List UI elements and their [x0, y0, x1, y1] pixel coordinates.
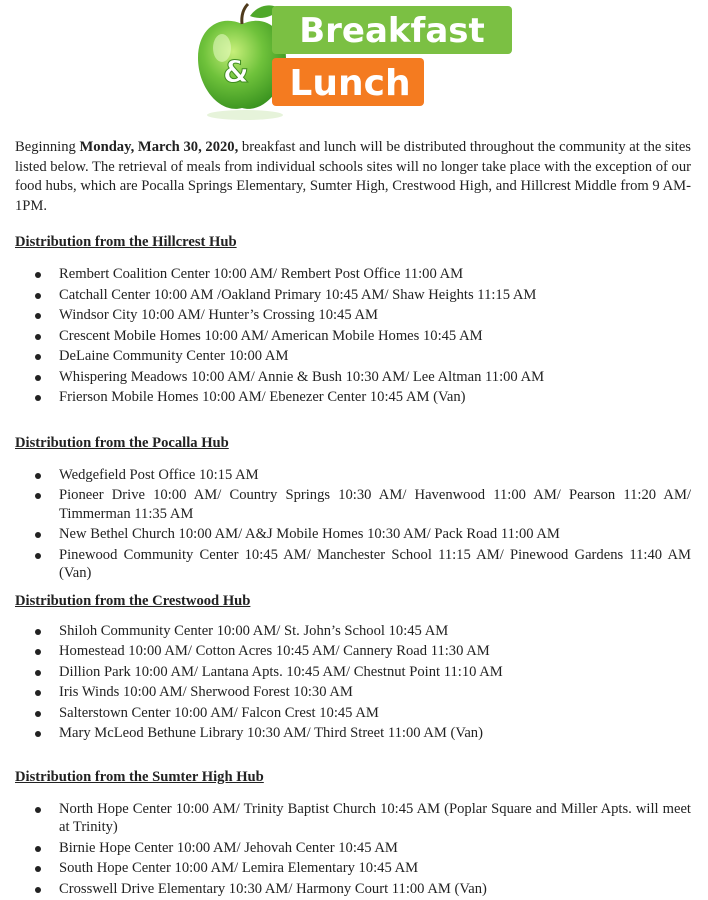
- list-item: Dillion Park 10:00 AM/ Lantana Apts. 10:45 AM/ Chestnut Point 11:10 AM: [59, 663, 691, 682]
- logo-word-breakfast: Breakfast: [299, 11, 485, 51]
- list-item: Shiloh Community Center 10:00 AM/ St. John’s School 10:45 AM: [59, 622, 691, 641]
- logo-word-lunch: Lunch: [289, 63, 411, 104]
- list-item: Whispering Meadows 10:00 AM/ Annie & Bush 10:30 AM/ Lee Altman 11:00 AM: [59, 368, 691, 387]
- list-item: Crosswell Drive Elementary 10:30 AM/ Harmony Court 11:00 AM (Van): [59, 880, 691, 899]
- list-item: Frierson Mobile Homes 10:00 AM/ Ebenezer Center 10:45 AM (Van): [59, 388, 691, 407]
- site-list: [15, 800, 691, 899]
- intro-body: breakfast and lunch will be distributed throughout the community at the sites listed below. The retrieval of meals from individual schools sites will no longer take place with the exception of our food hubs, which are Pocalla Springs Elementary, Sumter High, Crestwood High, and Hillcrest Middle from 9 AM-1PM.: [15, 139, 691, 214]
- section-heading: Distribution from the Pocalla Hub: [15, 434, 229, 451]
- list-item: Homestead 10:00 AM/ Cotton Acres 10:45 AM/ Cannery Road 11:30 AM: [59, 642, 691, 661]
- list-item: Rembert Coalition Center 10:00 AM/ Rembert Post Office 11:00 AM: [59, 265, 691, 284]
- section-heading: Distribution from the Sumter High Hub: [15, 768, 264, 785]
- site-list: [15, 466, 691, 583]
- apple-logo-graphic: [190, 0, 520, 122]
- list-item: DeLaine Community Center 10:00 AM: [59, 347, 691, 366]
- list-item: Salterstown Center 10:00 AM/ Falcon Crest 10:45 AM: [59, 704, 691, 723]
- logo-ampersand: &: [222, 55, 250, 90]
- list-item: North Hope Center 10:00 AM/ Trinity Baptist Church 10:45 AM (Poplar Square and Miller Apts. will meet at Trinity): [59, 800, 691, 835]
- section-heading: Distribution from the Crestwood Hub: [15, 592, 251, 609]
- list-item: Crescent Mobile Homes 10:00 AM/ American Mobile Homes 10:45 AM: [59, 327, 691, 346]
- list-item: New Bethel Church 10:00 AM/ A&J Mobile Homes 10:30 AM/ Pack Road 11:00 AM: [59, 525, 691, 544]
- list-item: Pioneer Drive 10:00 AM/ Country Springs 10:30 AM/ Havenwood 11:00 AM/ Pearson 11:20 AM/ Timmerman 11:35 AM: [59, 487, 691, 522]
- section-hillcrest-hub: [15, 234, 691, 407]
- list-item: Catchall Center 10:00 AM /Oakland Primary 10:45 AM/ Shaw Heights 11:15 AM: [59, 286, 691, 305]
- intro-paragraph: [15, 138, 691, 216]
- site-list: [15, 265, 691, 407]
- intro-prefix: Beginning: [15, 139, 80, 155]
- list-item: Iris Winds 10:00 AM/ Sherwood Forest 10:30 AM: [59, 683, 691, 702]
- breakfast-lunch-logo: [190, 0, 520, 122]
- intro-date: Monday, March 30, 2020,: [79, 139, 239, 155]
- list-item: Wedgefield Post Office 10:15 AM: [59, 466, 691, 485]
- list-item: Birnie Hope Center 10:00 AM/ Jehovah Center 10:45 AM: [59, 839, 691, 858]
- list-item: Pinewood Community Center 10:45 AM/ Manchester School 11:15 AM/ Pinewood Gardens 11:40 AM (Van): [59, 546, 691, 581]
- list-item: Windsor City 10:00 AM/ Hunter’s Crossing 10:45 AM: [59, 306, 691, 325]
- section-pocalla-hub: [15, 435, 691, 583]
- section-sumter-high-hub: [15, 769, 691, 899]
- site-list: [15, 622, 691, 743]
- section-crestwood-hub: [15, 593, 691, 743]
- list-item: South Hope Center 10:00 AM/ Lemira Elementary 10:45 AM: [59, 859, 691, 878]
- section-heading: Distribution from the Hillcrest Hub: [15, 234, 237, 250]
- list-item: Mary McLeod Bethune Library 10:30 AM/ Third Street 11:00 AM (Van): [59, 724, 691, 743]
- flyer-content: [15, 138, 691, 900]
